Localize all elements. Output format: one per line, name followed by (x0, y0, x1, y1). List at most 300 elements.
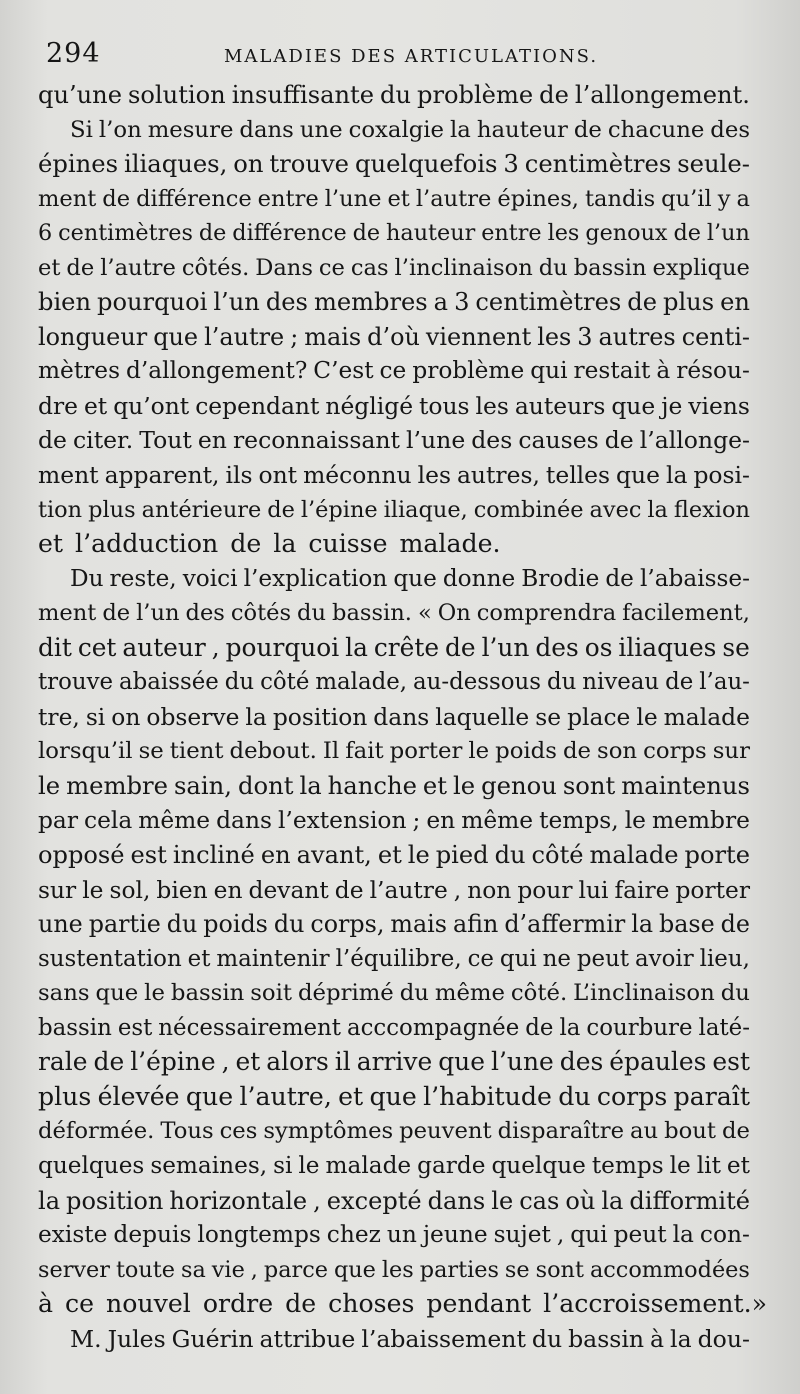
word: Tous (160, 1118, 214, 1145)
word: ment (38, 600, 97, 627)
text-line (38, 493, 750, 528)
word: sur (712, 738, 750, 765)
word: sans (38, 980, 90, 1007)
word: différence (136, 185, 252, 212)
text-line (38, 1253, 750, 1288)
word: arrive (356, 1047, 433, 1077)
word: iliaques (618, 632, 717, 662)
word: entre (257, 185, 319, 212)
word: de (230, 529, 262, 559)
word: bassin (170, 980, 245, 1007)
word: l’au- (699, 669, 750, 696)
word: , (453, 875, 462, 904)
body-text (38, 78, 768, 1356)
word: la (299, 770, 322, 800)
word: avant, (296, 841, 372, 870)
word: la (665, 461, 688, 490)
word: la (345, 632, 368, 662)
word: dans (373, 702, 430, 731)
word: qui (499, 945, 537, 972)
word: du (380, 81, 411, 109)
word: longueur (38, 322, 148, 351)
word: hauteur (476, 116, 568, 143)
text-line (38, 873, 750, 908)
text-line (38, 78, 750, 113)
word: genou (481, 770, 557, 800)
word: apparent, (104, 461, 220, 490)
word: opposé (38, 841, 125, 870)
word: méconnu (303, 461, 412, 490)
word: que (616, 461, 660, 490)
word: membre (651, 806, 750, 835)
word: accommodées (589, 1256, 750, 1283)
word: quelque (491, 1151, 586, 1179)
word: excepté (326, 1186, 422, 1215)
text-line (38, 562, 750, 597)
word: je (661, 391, 683, 420)
word: du (494, 841, 526, 870)
word: son (597, 738, 638, 765)
word: attribue (259, 1324, 356, 1353)
word: des (559, 1047, 604, 1077)
word: que (185, 1081, 234, 1111)
word: du (531, 1324, 563, 1353)
word: problème (417, 81, 534, 109)
word: temps, (539, 806, 619, 835)
word: la (670, 1324, 692, 1353)
word: côté (260, 669, 310, 696)
word: porter (389, 738, 463, 765)
word: en (720, 288, 750, 317)
word: mesure (147, 116, 234, 143)
word: ; (290, 322, 299, 351)
word: qui (530, 357, 568, 385)
word: au-dessous (413, 669, 541, 696)
word: l’extension (277, 806, 407, 835)
word: ce (65, 1289, 95, 1319)
word: 3 (454, 288, 470, 317)
word: la (38, 1186, 61, 1215)
word: flexion (673, 496, 750, 523)
word: centi- (681, 322, 750, 351)
word: tous (419, 391, 470, 420)
word: à (656, 357, 671, 385)
word: où (565, 1186, 596, 1215)
text-line (38, 631, 750, 666)
word: faire (614, 875, 670, 904)
word: qu’une (38, 81, 123, 109)
word: l’autre (415, 185, 492, 212)
word: donne (442, 564, 516, 592)
word: temps (591, 1151, 664, 1179)
word: dans (427, 1186, 486, 1215)
word: maintenir (216, 945, 330, 972)
word: malade (589, 841, 679, 870)
text-line (38, 1114, 750, 1149)
word: tre, (38, 702, 80, 731)
word: de (665, 669, 694, 696)
text-line (38, 527, 750, 562)
word: lieu, (699, 945, 750, 972)
word: ordre (202, 1289, 274, 1319)
word: négligé (325, 391, 414, 420)
word: est (117, 1014, 153, 1041)
word: sa (181, 1256, 206, 1283)
word: jeune (422, 1221, 488, 1249)
word: de (285, 1289, 317, 1319)
word: déformée. (38, 1118, 155, 1145)
word: autres, (456, 461, 540, 490)
word: de (525, 1014, 554, 1041)
word: telles (545, 461, 611, 490)
word: qu’ont (113, 391, 190, 420)
word: 3 (577, 322, 593, 351)
word: même (434, 980, 505, 1007)
word: la (245, 702, 267, 731)
text-line (38, 700, 750, 735)
word: corps (643, 738, 707, 765)
word: les (381, 1256, 414, 1283)
word: que (611, 391, 656, 420)
word: au (630, 1118, 659, 1145)
word: se (504, 1256, 530, 1283)
word: horizontale (169, 1186, 308, 1215)
word: le (453, 770, 476, 800)
word: le (82, 875, 104, 904)
word: os (584, 632, 613, 662)
word: genoux (585, 220, 668, 247)
word: de (93, 1047, 125, 1077)
word: combinée (473, 496, 584, 523)
word: le (144, 980, 165, 1007)
word: le (669, 1151, 691, 1179)
word: de (102, 185, 131, 212)
word: et (387, 185, 410, 212)
word: crête (373, 632, 440, 662)
word: l’autre (369, 875, 448, 904)
word: pourquoi (225, 632, 340, 662)
word: l’allonge- (639, 426, 750, 455)
word: porter (675, 875, 750, 904)
word: Il (322, 738, 340, 765)
word: l’équilibre, (335, 945, 462, 972)
word: ; (412, 806, 421, 835)
word: du (546, 669, 577, 696)
word: plus (88, 496, 136, 523)
text-line (38, 665, 750, 700)
word: entre (481, 220, 542, 247)
word: d’affermir (504, 910, 626, 939)
word: de (562, 738, 592, 765)
word: mais (390, 910, 447, 939)
word: d’allongement? (125, 357, 308, 385)
word: chacune (607, 116, 705, 143)
word: avoir (635, 945, 694, 972)
word: une (299, 116, 343, 143)
word: chez (326, 1221, 381, 1249)
word: sain, (173, 770, 232, 800)
word: cas (519, 1186, 560, 1215)
word: acccompagnée (346, 1014, 520, 1041)
word: que (438, 1047, 486, 1077)
word: l’accroissement.» (543, 1289, 768, 1319)
word: 6 (38, 220, 53, 247)
word: cet (77, 632, 117, 662)
word: On (437, 600, 471, 627)
word: et (726, 1151, 750, 1179)
word: afin (452, 910, 499, 939)
word: ont (258, 461, 298, 490)
word: , (221, 1047, 230, 1077)
word: auteurs (514, 391, 606, 420)
word: sont (535, 1256, 584, 1283)
word: ce (379, 357, 407, 385)
word: semaines, (150, 1151, 268, 1179)
word: base (658, 910, 715, 939)
word: l’abaissement (361, 1324, 526, 1353)
word: ce (318, 254, 345, 281)
word: sol, (109, 875, 151, 904)
word: centimètres (58, 220, 193, 247)
word: du (720, 980, 750, 1007)
word: a (433, 288, 449, 317)
word: L’inclinaison (573, 980, 715, 1007)
word: poids (203, 910, 268, 939)
word: place (567, 702, 631, 731)
text-line (38, 389, 750, 424)
word: bout (664, 1118, 717, 1145)
word: on (111, 702, 141, 731)
word: restait (573, 357, 651, 385)
word: en (426, 806, 456, 835)
word: l’on (98, 116, 142, 143)
word: du (399, 980, 429, 1007)
word: et (38, 254, 61, 281)
word: hanche (327, 770, 417, 800)
word: de (198, 220, 227, 247)
word: l’autre (204, 322, 285, 351)
word: lui (578, 875, 609, 904)
word: côté (531, 841, 584, 870)
word: l’allongement. (574, 81, 750, 109)
word: l’abaisse- (639, 564, 750, 592)
text-line (38, 458, 750, 493)
word: choses (328, 1289, 415, 1319)
word: ment (38, 185, 97, 212)
word: les (417, 461, 451, 490)
word: avec (589, 496, 642, 523)
word: partie (88, 910, 161, 939)
text-line (38, 320, 750, 355)
word: reste, (109, 564, 177, 592)
text-line (38, 1287, 768, 1322)
word: du (166, 910, 198, 939)
word: maintenus (621, 770, 750, 800)
word: les (547, 220, 580, 247)
word: posi- (693, 461, 750, 490)
word: l’un (481, 632, 530, 662)
word: il (334, 1047, 351, 1077)
text-line (38, 285, 750, 320)
word: de (102, 600, 131, 627)
word: vie (211, 1256, 245, 1283)
word: tandis (584, 185, 656, 212)
word: et (38, 529, 64, 559)
word: quelquefois (354, 149, 498, 179)
word: en (260, 841, 291, 870)
word: solution (128, 81, 226, 109)
word: que (95, 980, 139, 1007)
word: du (273, 910, 305, 939)
text-line (38, 769, 750, 804)
text-line (38, 976, 750, 1011)
word: peut (613, 1221, 667, 1249)
word: iliaque, (383, 496, 468, 523)
word: M. (70, 1324, 102, 1353)
word: à (650, 1324, 665, 1353)
word: mais (304, 322, 362, 351)
word: de (673, 220, 701, 247)
text-line (38, 216, 750, 251)
word: difformité (629, 1186, 750, 1215)
word: parties (419, 1256, 499, 1283)
word: épines (38, 149, 119, 179)
text-line (38, 1184, 750, 1219)
word: server (38, 1256, 110, 1283)
word: l’autre, (239, 1081, 332, 1111)
word: symptômes (263, 1118, 394, 1145)
word: cela (84, 806, 133, 835)
word: quelques (38, 1151, 145, 1179)
text-line (38, 838, 750, 873)
word: l’épine (300, 496, 378, 523)
word: coxalgie (348, 116, 445, 143)
word: Si (70, 116, 93, 143)
word: voici (182, 564, 238, 592)
word: dont (237, 770, 294, 800)
word: la (647, 496, 668, 523)
word: du (538, 254, 568, 281)
text-line (38, 147, 750, 182)
text-line (38, 1011, 750, 1046)
word: mètres (38, 357, 121, 385)
word: con- (699, 1221, 750, 1249)
word: centimètres (475, 288, 622, 317)
word: paraît (673, 1081, 750, 1111)
word: Jules (107, 1324, 166, 1353)
word: bien (156, 875, 208, 904)
page-header (46, 38, 770, 78)
word: garde (417, 1151, 486, 1179)
running-head: MALADIES DES ARTICULATIONS. (224, 46, 599, 67)
word: des (185, 600, 225, 627)
word: debout. (229, 738, 317, 765)
word: l’adduction (75, 529, 219, 559)
word: pendant (426, 1289, 532, 1319)
word: qu’il (661, 185, 712, 212)
word: le (38, 770, 61, 800)
word: seule- (677, 149, 750, 179)
word: et (83, 391, 108, 420)
word: abaissée (119, 669, 219, 696)
word: facilement, (622, 600, 750, 627)
word: sur (38, 875, 77, 904)
word: disparaître (497, 1118, 625, 1145)
text-line (38, 354, 750, 389)
word: si (273, 1151, 293, 1179)
word: 3 (503, 149, 519, 179)
word: plus (38, 1081, 92, 1111)
word: dans (239, 116, 294, 143)
word: niveau (582, 669, 660, 696)
text-line (38, 1322, 750, 1357)
word: la (672, 1221, 694, 1249)
text-line (38, 251, 750, 286)
word: de (66, 254, 95, 281)
word: peut (576, 945, 630, 972)
word: hauteur (386, 220, 476, 247)
word: se (138, 738, 164, 765)
word: la (450, 116, 471, 143)
word: , (556, 1221, 565, 1249)
word: le (298, 1151, 320, 1179)
word: tion (38, 496, 83, 523)
word: lit (696, 1151, 721, 1179)
word: l’épine (130, 1047, 216, 1077)
word: les (537, 322, 572, 351)
word: y (717, 185, 731, 212)
word: et (235, 1047, 261, 1077)
text-line (38, 182, 750, 217)
word: courbure (586, 1014, 693, 1041)
word: reconnaissant (232, 426, 401, 455)
word: malade (325, 1151, 412, 1179)
word: des (471, 426, 513, 455)
word: problème (412, 357, 525, 385)
word: de (352, 220, 381, 247)
text-line (38, 942, 750, 977)
word: de (720, 910, 750, 939)
word: du (224, 669, 255, 696)
word: Guérin (171, 1324, 254, 1353)
word: et (422, 770, 448, 800)
word: que (333, 1256, 376, 1283)
word: toute (115, 1256, 176, 1283)
word: l’un (706, 220, 750, 247)
word: que (153, 322, 199, 351)
word: élevée (97, 1081, 180, 1111)
word: sont (562, 770, 616, 800)
word: auteur (122, 632, 206, 662)
word: Brodie (521, 564, 600, 592)
word: côtés. (181, 254, 250, 281)
word: se (535, 702, 562, 731)
word: trouve (269, 149, 350, 179)
word: plus (663, 288, 715, 317)
word: de (38, 426, 67, 455)
word: , (250, 1256, 258, 1283)
word: depuis (113, 1221, 192, 1249)
word: sustentation (38, 945, 182, 972)
word: cuisse (308, 529, 388, 559)
word: résou- (676, 357, 750, 385)
word: l’habitude (423, 1081, 552, 1111)
word: porte (684, 841, 750, 870)
word: longtemps (197, 1221, 321, 1249)
word: de (722, 1118, 750, 1145)
word: si (85, 702, 106, 731)
text-line (38, 734, 750, 769)
